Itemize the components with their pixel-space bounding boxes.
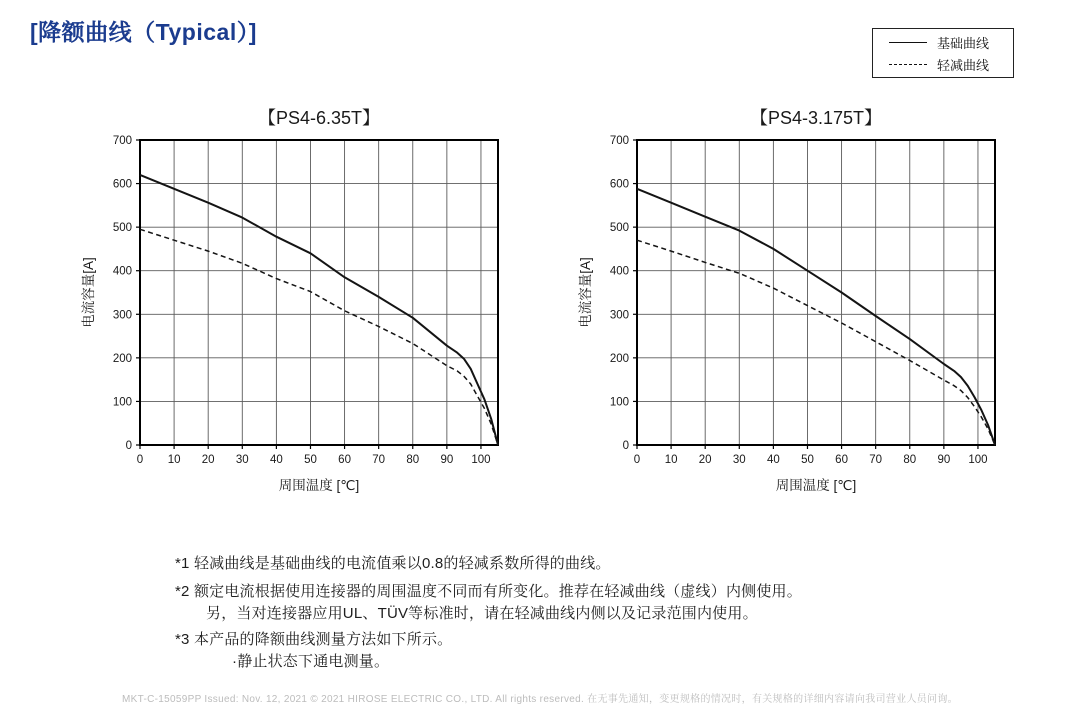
- svg-text:0: 0: [136, 454, 144, 466]
- solid-line-sample: [889, 42, 927, 43]
- svg-text:30: 30: [732, 454, 746, 466]
- svg-text:60: 60: [338, 454, 351, 466]
- footnote-1: *1 轻减曲线是基础曲线的电流值乘以0.8的轻减系数所得的曲线。: [175, 555, 611, 572]
- svg-text:50: 50: [801, 454, 814, 466]
- svg-text:60: 60: [835, 454, 848, 466]
- svg-text:100: 100: [968, 454, 988, 466]
- svg-text:电流容量[A]: 电流容量[A]: [578, 257, 593, 328]
- legend-row-base: [873, 33, 1013, 52]
- svg-text:500: 500: [609, 222, 629, 235]
- svg-text:电流容量[A]: 电流容量[A]: [81, 257, 96, 328]
- svg-text:70: 70: [869, 454, 883, 466]
- svg-text:100: 100: [609, 396, 629, 409]
- derating-chart-ps4-3-175t: [572, 98, 1012, 500]
- svg-text:0: 0: [633, 454, 641, 466]
- footnote-3-line-1: *3 本产品的降额曲线测量方法如下所示。: [175, 631, 453, 648]
- svg-text:700: 700: [112, 135, 132, 147]
- svg-text:100: 100: [112, 396, 132, 409]
- document-footer: MKT-C-15059PP Issued: Nov. 12, 2021 © 2021 HIROSE ELECTRIC CO., LTD. All rights reserved. 在无事先通知，变更规格的情况时，有关规格的详细内容请向我司营业人员问询。: [122, 694, 958, 705]
- footnote-2-line-2: 另，当对连接器应用UL、TÜV等标准时，请在轻减曲线内侧以及记录范围内使用。: [206, 605, 758, 622]
- svg-text:10: 10: [167, 454, 181, 466]
- svg-text:周围温度 [℃]: 周围温度 [℃]: [278, 478, 360, 493]
- svg-text:300: 300: [112, 309, 132, 322]
- svg-text:600: 600: [609, 178, 629, 191]
- svg-text:80: 80: [903, 454, 917, 466]
- svg-text:20: 20: [698, 454, 712, 466]
- svg-text:0: 0: [622, 440, 629, 452]
- legend-row-derated: [873, 55, 1013, 74]
- svg-text:70: 70: [372, 454, 386, 466]
- svg-text:【PS4-6.35T】: 【PS4-6.35T】: [257, 108, 381, 128]
- svg-text:50: 50: [304, 454, 317, 466]
- svg-text:200: 200: [609, 352, 629, 365]
- svg-text:600: 600: [112, 178, 132, 191]
- svg-text:【PS4-3.175T】: 【PS4-3.175T】: [749, 108, 883, 128]
- svg-text:90: 90: [937, 454, 951, 466]
- svg-text:200: 200: [112, 352, 132, 365]
- svg-text:40: 40: [269, 454, 283, 466]
- svg-text:500: 500: [112, 222, 132, 235]
- svg-text:10: 10: [664, 454, 678, 466]
- svg-text:700: 700: [609, 135, 629, 147]
- legend-label-base: 基础曲线: [937, 35, 990, 51]
- svg-text:40: 40: [766, 454, 780, 466]
- dashed-line-sample: [889, 64, 927, 65]
- svg-text:400: 400: [112, 265, 132, 278]
- legend-label-derated: 轻减曲线: [937, 57, 990, 73]
- footnote-3-line-2: ·静止状态下通电测量。: [232, 653, 390, 670]
- svg-text:周围温度 [℃]: 周围温度 [℃]: [775, 478, 857, 493]
- svg-text:30: 30: [235, 454, 249, 466]
- derating-chart-ps4-6-35t: [75, 98, 515, 500]
- svg-text:100: 100: [471, 454, 491, 466]
- page-title: [降额曲线（Typical）]: [30, 19, 257, 45]
- legend-box: [872, 28, 1014, 78]
- svg-text:300: 300: [609, 309, 629, 322]
- svg-text:20: 20: [201, 454, 215, 466]
- svg-text:80: 80: [406, 454, 420, 466]
- svg-text:90: 90: [440, 454, 454, 466]
- svg-text:400: 400: [609, 265, 629, 278]
- svg-text:0: 0: [125, 440, 132, 452]
- footnote-2-line-1: *2 额定电流根据使用连接器的周围温度不同而有所变化。推荐在轻减曲线（虚线）内侧使用。: [175, 583, 802, 600]
